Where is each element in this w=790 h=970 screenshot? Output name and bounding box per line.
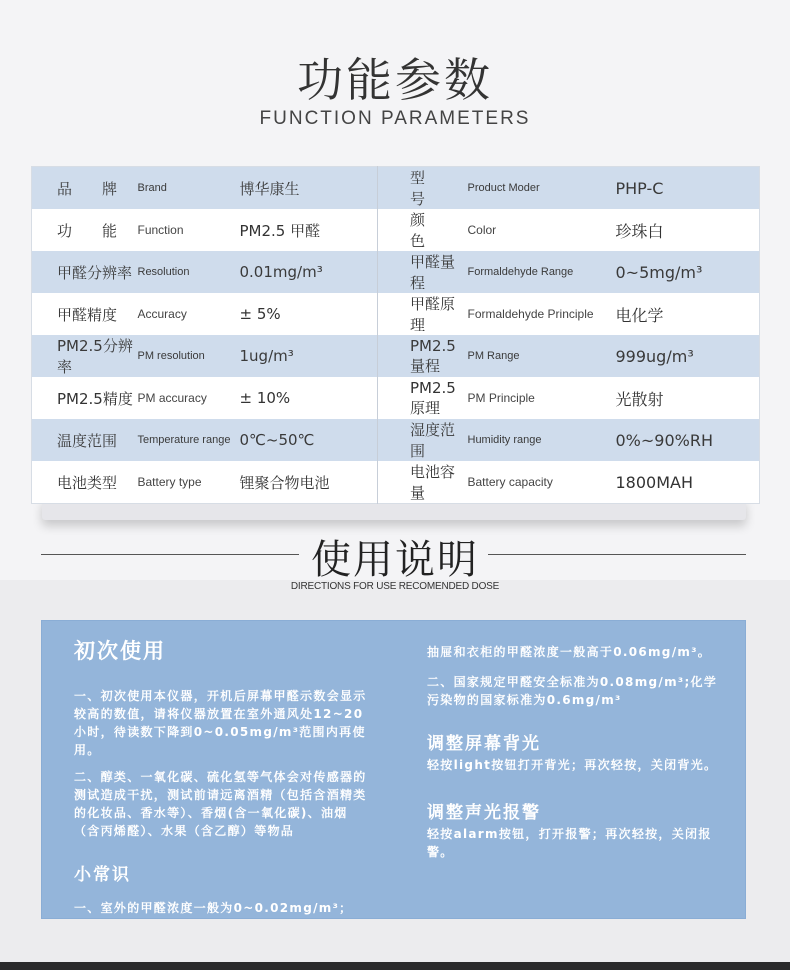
spec-label-en: Temperature range [138, 419, 238, 461]
spec-table-wrap [31, 166, 760, 504]
spec-row [32, 167, 760, 210]
spec-label-en: Brand [138, 167, 238, 210]
spec-label-en: Formaldehyde Range [468, 251, 614, 293]
spec-label-en: Accuracy [138, 293, 238, 335]
spec-label-cn: PM2.5量程 [378, 335, 468, 377]
spec-label-en: Function [138, 209, 238, 251]
spec-label-cn: 品 牌 [32, 167, 138, 210]
spec-label-cn: PM2.5原理 [378, 377, 468, 419]
spec-row [32, 461, 760, 504]
spec-label-cn: 型 号 [378, 167, 468, 210]
spec-value: 1800MAH [614, 461, 760, 504]
spec-label-en: Resolution [138, 251, 238, 293]
spec-label-en: PM accuracy [138, 377, 238, 419]
spec-row [32, 209, 760, 251]
spec-row [32, 293, 760, 335]
spec-value: 博华康生 [238, 167, 378, 210]
spec-value: 0~5mg/m³ [614, 251, 760, 293]
spec-label-en: Battery capacity [468, 461, 614, 504]
spec-label-en: PM resolution [138, 335, 238, 377]
spec-label-cn: PM2.5精度 [32, 377, 138, 419]
alarm-title: 调整声光报警 [427, 803, 541, 823]
spec-table [31, 166, 760, 504]
directions-subtitle: DIRECTIONS FOR USE RECOMENDED DOSE [290, 581, 500, 592]
tips-title: 小常识 [74, 865, 131, 885]
spec-value: 1ug/m³ [238, 335, 378, 377]
first-use-title: 初次使用 [74, 639, 166, 663]
spec-row [32, 419, 760, 461]
tips-paragraph-1-continued: 抽屉和衣柜的甲醛浓度一般高于0.06mg/m³。 [427, 645, 712, 659]
spec-row [32, 377, 760, 419]
spec-value: 珍珠白 [614, 209, 760, 251]
spec-row [32, 335, 760, 377]
spec-value: PM2.5 甲醛 [238, 209, 378, 251]
spec-label-en: Formaldehyde Principle [468, 293, 614, 335]
spec-value: 电化学 [614, 293, 760, 335]
spec-value: ± 10% [238, 377, 378, 419]
usage-panel [41, 620, 746, 919]
backlight-paragraph: 轻按light按钮打开背光；再次轻按，关闭背光。 [427, 758, 718, 772]
usage-right-column [427, 643, 727, 861]
spec-label-cn: 甲醛精度 [32, 293, 138, 335]
tips-paragraph-1: 一、室外的甲醛浓度一般为0~0.02mg/m³； [74, 901, 353, 915]
spec-label-cn: 湿度范围 [378, 419, 468, 461]
spec-value: PHP-C [614, 167, 760, 210]
spec-value: 0.01mg/m³ [238, 251, 378, 293]
spec-value: 0%~90%RH [614, 419, 760, 461]
spec-value: 光散射 [614, 377, 760, 419]
spec-label-en: Color [468, 209, 614, 251]
spec-row [32, 251, 760, 293]
spec-value: ± 5% [238, 293, 378, 335]
spec-label-en: PM Principle [468, 377, 614, 419]
backlight-title: 调整屏幕背光 [427, 734, 541, 754]
spec-label-cn: 电池类型 [32, 461, 138, 504]
spec-label-cn: 电池容量 [378, 461, 468, 504]
bottom-bar [0, 962, 790, 970]
spec-label-cn: 甲醛量程 [378, 251, 468, 293]
spec-label-en: Battery type [138, 461, 238, 504]
section-subtitle: FUNCTION PARAMETERS [259, 108, 531, 129]
spec-label-cn: 温度范围 [32, 419, 138, 461]
spec-label-cn: 颜 色 [378, 209, 468, 251]
spec-table-body [32, 167, 760, 504]
spec-label-cn: PM2.5分辨率 [32, 335, 138, 377]
spec-label-cn: 甲醛分辨率 [32, 251, 138, 293]
spec-label-en: PM Range [468, 335, 614, 377]
usage-left-column [74, 635, 374, 917]
spec-label-cn: 甲醛原理 [378, 293, 468, 335]
spec-value: 999ug/m³ [614, 335, 760, 377]
spec-value: 0℃~50℃ [238, 419, 378, 461]
directions-header [0, 528, 790, 592]
section-title: 功能参数 [297, 53, 493, 107]
directions-title: 使用说明 [311, 537, 479, 583]
spec-label-cn: 功 能 [32, 209, 138, 251]
spec-label-en: Humidity range [468, 419, 614, 461]
alarm-paragraph: 轻按alarm按钮，打开报警；再次轻按，关闭报警。 [427, 827, 712, 859]
first-use-paragraph-1: 一、初次使用本仪器，开机后屏幕甲醛示数会显示较高的数值，请将仪器放置在室外通风处12~20小时，待读数下降到0~0.05mg/m³范围内再使用。 [74, 689, 367, 757]
spec-label-en: Product Moder [468, 167, 614, 210]
spec-value: 锂聚合物电池 [238, 461, 378, 504]
first-use-paragraph-2: 二、醇类、一氧化碳、硫化氢等气体会对传感器的测试造成干扰，测试前请远离酒精（包括含酒精类的化妆品、香水等）、香烟(含一氧化碳)、油烟（含丙烯醛）、水果（含乙醇）等物品 [74, 770, 367, 838]
tips-paragraph-2: 二、国家规定甲醛安全标准为0.08mg/m³;化学污染物的国家标准为0.6mg/m³ [427, 675, 718, 707]
